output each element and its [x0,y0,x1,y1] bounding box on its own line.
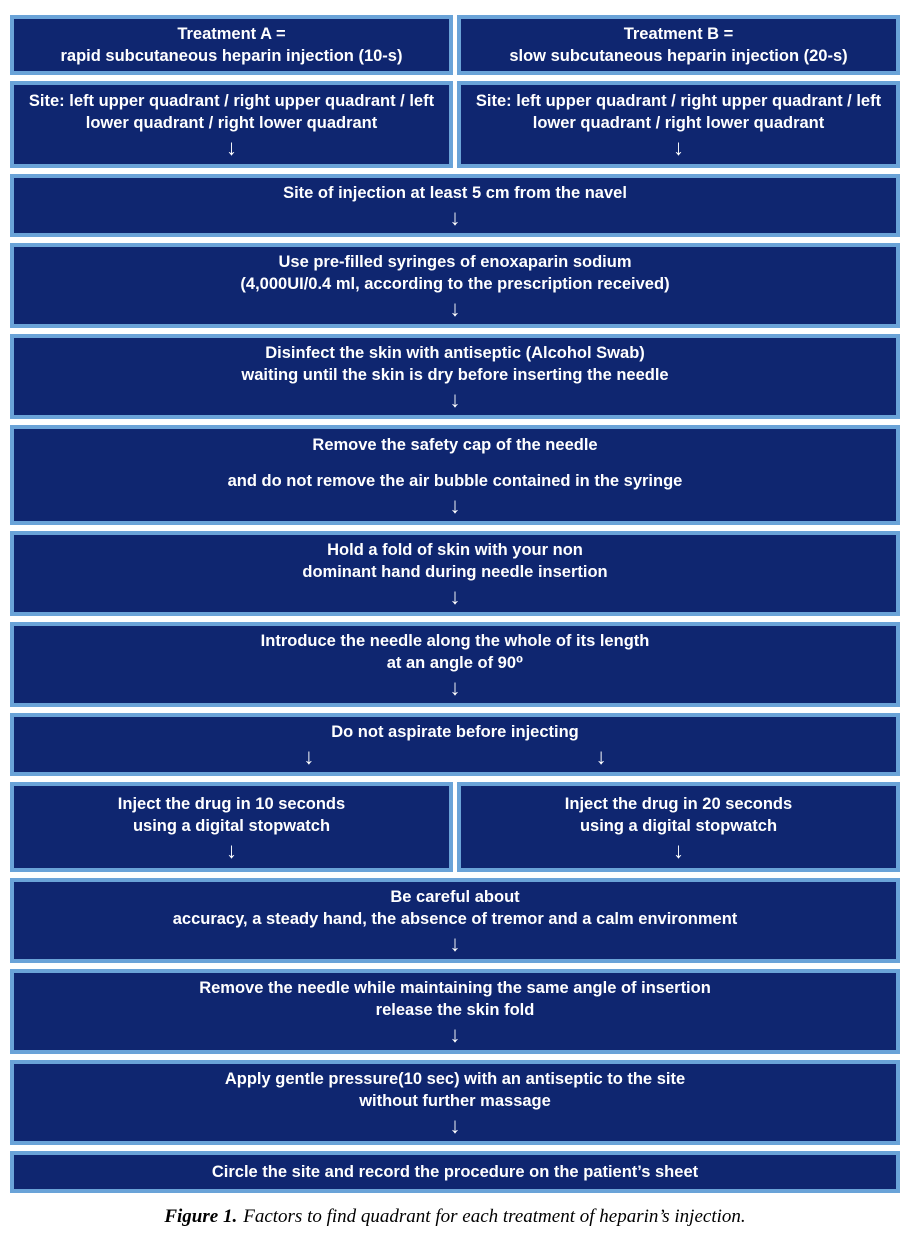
step-text-line: lower quadrant / right lower quadrant [532,114,825,132]
site-quadrant-right-box [457,81,900,168]
remove-needle-box [10,969,900,1054]
flow-row-safety-cap [10,425,900,525]
down-arrow-icon: ↓ [449,1022,461,1047]
inject-20s-box [457,782,900,872]
flow-row-skin-fold [10,531,900,616]
site-quadrant-left-box [10,81,453,168]
step-text-line: Inject the drug in 10 seconds [117,794,346,813]
pressure-box [10,1060,900,1145]
flow-row-needle-angle [10,622,900,707]
down-arrow-icon: ↓ [449,387,461,412]
flow-row-careful [10,878,900,963]
navel-distance-box [10,174,900,237]
down-arrow-icon: ↓ [673,837,684,863]
step-text-line: accuracy, a steady hand, the absence of tremor and a calm environment [172,910,738,928]
step-text-line: Site of injection at least 5 cm from the navel [283,184,627,202]
step-text-line: Site: left upper quadrant / right upper quadrant / left [28,92,435,110]
step-text-line: at an angle of 90⁰ [386,654,524,672]
down-arrow-icon: ↓ [226,135,237,160]
flow-row-disinfect [10,334,900,419]
double-arrow-container [22,743,888,768]
step-text-line: without further massage [359,1092,551,1110]
step-text-line: (4,000UI/0.4 ml, according to the prescription received) [240,275,670,293]
step-text-line: using a digital stopwatch [579,816,778,835]
down-arrow-icon: ↓ [449,584,461,609]
down-arrow-icon: ↓ [449,675,461,700]
step-text-line: Apply gentle pressure(10 sec) with an antiseptic to the site [224,1070,686,1088]
down-arrow-icon: ↓ [673,135,684,160]
step-text-line: Remove the needle while maintaining the same angle of insertion [199,979,711,997]
step-text-line: Treatment A = [177,25,286,43]
syringe-box [10,243,900,328]
down-arrow-icon: ↓ [449,296,461,321]
flow-row-no-aspirate [10,713,900,776]
flow-row-syringes [10,243,900,328]
inject-10s-box [10,782,453,872]
down-arrow-icon: ↓ [449,1113,461,1138]
step-text-line: slow subcutaneous heparin injection (20-s) [509,47,848,65]
step-text-line: waiting until the skin is dry before inserting the needle [241,366,669,384]
figure-caption-label: Figure 1. [164,1206,238,1227]
flow-row-inject [10,782,900,872]
treatment-b-box [457,15,900,75]
step-text-line: Use pre-filled syringes of enoxaparin sodium [278,253,632,271]
step-text-line: Hold a fold of skin with your non [327,541,583,559]
no-aspirate-box [10,713,900,776]
disinfect-box [10,334,900,419]
treatment-a-box [10,15,453,75]
figure-caption [10,1206,900,1228]
down-arrow-icon: ↓ [449,205,461,230]
step-text-line: Be careful about [390,888,520,906]
record-box [10,1151,900,1193]
step-text-line: dominant hand during needle insertion [302,563,608,581]
step-text-line: Site: left upper quadrant / right upper quadrant / left [475,92,882,110]
step-text-line: Remove the safety cap of the needle [312,435,598,454]
flow-row-navel-distance [10,174,900,237]
flow-row-remove-needle [10,969,900,1054]
step-text-line: Treatment B = [623,25,734,43]
step-text-line: Do not aspirate before injecting [331,723,579,741]
step-text-line: release the skin fold [375,1001,535,1019]
needle-angle-box [10,622,900,707]
flow-row-treatments [10,15,900,75]
safety-cap-box [10,425,900,525]
flow-row-record [10,1151,900,1193]
step-text-line: Circle the site and record the procedure on the patient’s sheet [211,1163,699,1181]
figure-caption-text: Factors to find quadrant for each treatment of heparin’s injection. [243,1206,746,1227]
step-text-line: rapid subcutaneous heparin injection (10-s) [60,47,403,65]
step-text-line: lower quadrant / right lower quadrant [85,114,378,132]
down-arrow-icon: ↓ [303,744,315,769]
step-text-line: Introduce the needle along the whole of its length [260,632,650,650]
injection-procedure-flowchart [10,15,900,1193]
careful-box [10,878,900,963]
down-arrow-icon: ↓ [449,931,461,956]
step-text-line: Inject the drug in 20 seconds [564,794,793,813]
flow-row-site-quadrants [10,81,900,168]
down-arrow-icon: ↓ [226,837,237,863]
down-arrow-icon: ↓ [449,492,461,518]
flow-row-pressure [10,1060,900,1145]
down-arrow-icon: ↓ [595,744,607,769]
skin-fold-box [10,531,900,616]
step-text-line: Disinfect the skin with antiseptic (Alcohol Swab) [265,344,645,362]
step-text-line: and do not remove the air bubble contained in the syringe [227,471,683,490]
step-text-line: using a digital stopwatch [132,816,331,835]
